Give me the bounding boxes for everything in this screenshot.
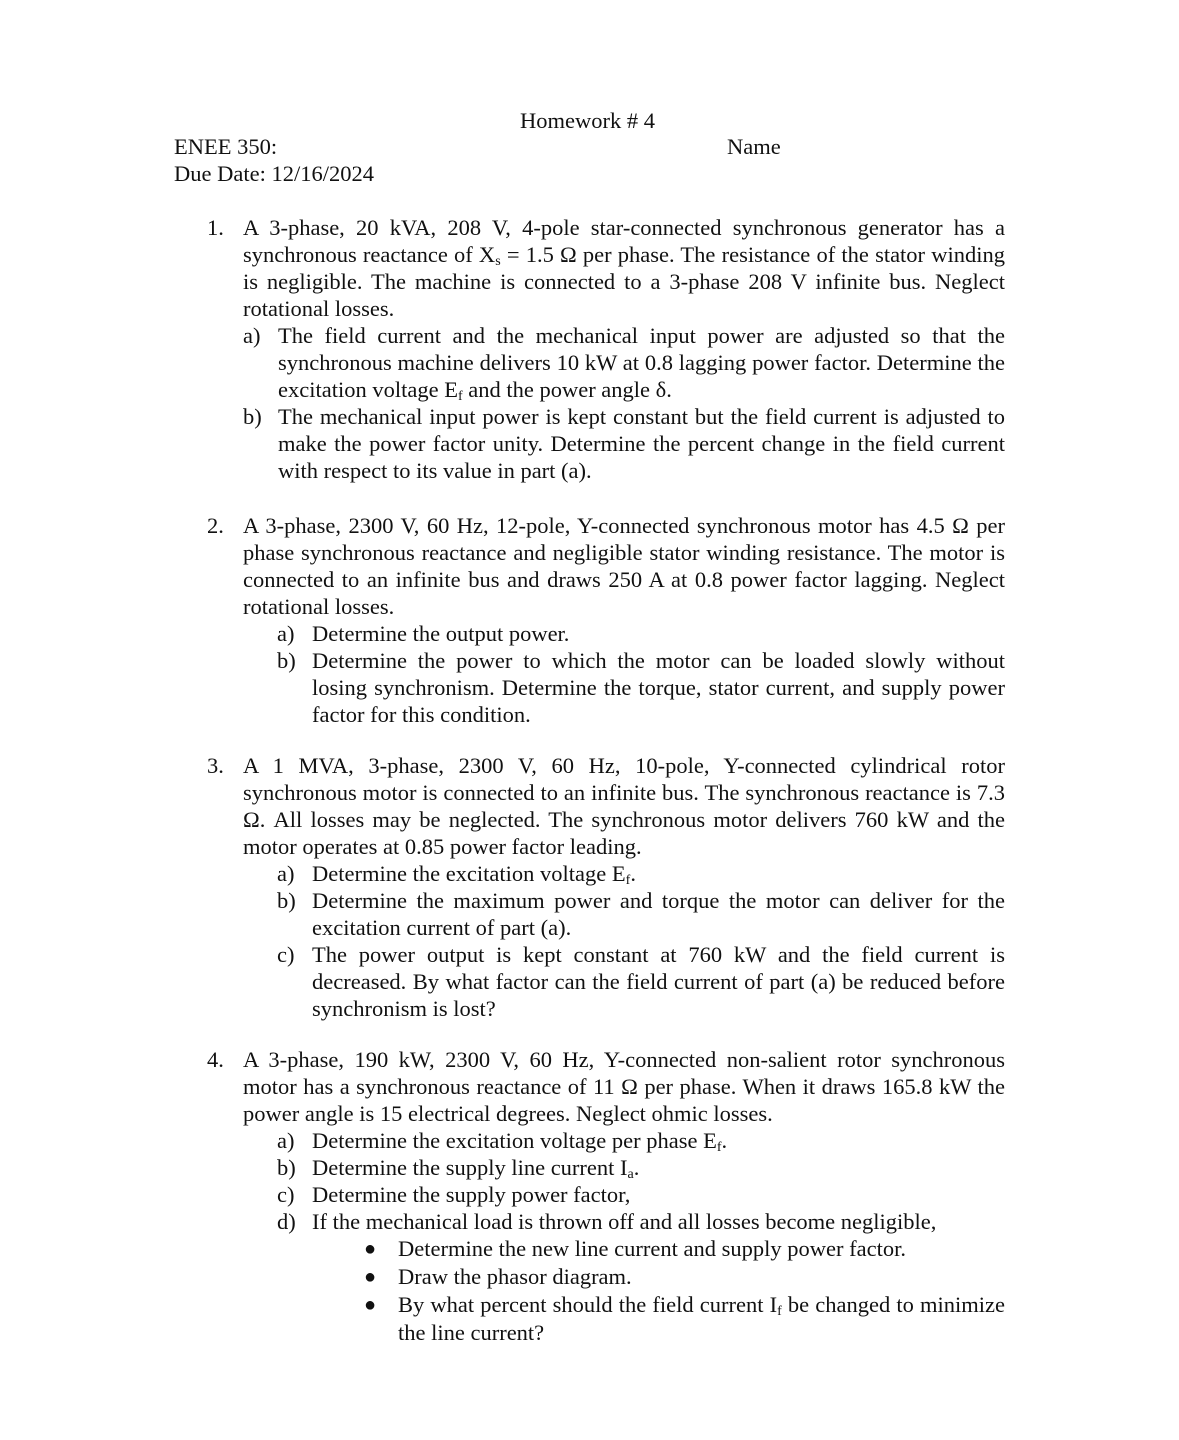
- part-item: b) The mechanical input power is kept constant but the field current is adjusted to make the power factor unity. Determine the percent change in the field current with respect to its value in part (a).: [243, 404, 1005, 483]
- problem-text: A 1 MVA, 3-phase, 2300 V, 60 Hz, 10-pole, Y-connected cylindrical rotor synchronous motor is connected to an infinite bus. The synchronous reactance is 7.3 Ω. All losses may be neglected. The synchronous motor delivers 760 kW and the motor operates at 0.85 power factor leading.: [243, 753, 1005, 859]
- part-item: d) If the mechanical load is thrown off and all losses become negligible,: [277, 1209, 937, 1234]
- part-label: c): [277, 1182, 295, 1207]
- part-item: b) Determine the power to which the motor can be loaded slowly without losing synchronism. Determine the torque, stator current, and supply power factor for this condition.: [277, 648, 1005, 727]
- part-item: c) Determine the supply power factor,: [277, 1182, 631, 1207]
- part-label: a): [277, 1128, 295, 1153]
- bullet-icon: ●: [364, 1238, 377, 1260]
- problem-parts: [277, 1127, 1005, 1235]
- part-item: a) Determine the excitation voltage $E_f$.: [277, 861, 636, 888]
- problem-number: 2.: [207, 513, 224, 538]
- problem-text: A 3-phase, 190 kW, 2300 V, 60 Hz, Y-connected non-salient rotor synchronous motor has a synchronous reactance of 11 Ω per phase. When it draws 165.8 kW the power angle is 15 electrical degrees. Neglect ohmic losses.: [243, 1047, 1005, 1126]
- problem-parts: [277, 620, 1005, 728]
- problem-parts: [243, 322, 1005, 484]
- problem-3: [207, 752, 1005, 1022]
- problem-number: 1.: [207, 215, 224, 240]
- problem-text: A 3-phase, 20 kVA, 208 V, 4-pole star-connected synchronous generator has a synchronous reactance of $X_s = 1.5$ Ω per phase. The resistance of the stator winding is negligible. The machine is connected to a 3-phase 208 V infinite bus. Neglect rotational losses.: [243, 215, 1005, 321]
- problem-2: [207, 512, 1005, 728]
- part-label: a): [277, 621, 295, 646]
- problem-parts: [277, 860, 1005, 1022]
- part-item: a) The field current and the mechanical input power are adjusted so that the synchronous machine delivers 10 kW at 0.8 lagging power factor. Determine the excitation voltage $E_f$ and the power angle δ.: [243, 323, 1005, 404]
- part-label: a): [277, 861, 295, 886]
- bullet-icon: ●: [364, 1266, 377, 1288]
- problem-number: 4.: [207, 1047, 224, 1072]
- bullet-item: ● By what percent should the field current $I_f$ be changed to minimize the line current?: [364, 1292, 1005, 1345]
- homework-title: Homework # 4: [520, 108, 655, 133]
- bullet-item: ● Draw the phasor diagram.: [364, 1264, 632, 1289]
- name-label: Name: [727, 134, 781, 159]
- bullet-icon: ●: [364, 1294, 377, 1316]
- problem-number: 3.: [207, 753, 224, 778]
- part-item: b) Determine the maximum power and torque the motor can deliver for the excitation current of part (a).: [277, 888, 1005, 940]
- part-label: b): [243, 404, 262, 429]
- part-item: a) Determine the output power.: [277, 621, 570, 646]
- part-label: b): [277, 888, 296, 913]
- part-label: d): [277, 1209, 296, 1234]
- problem-1: [207, 214, 1005, 484]
- due-date: Due Date: 12/16/2024: [174, 161, 374, 186]
- problem-4: [207, 1046, 1005, 1347]
- part-item: b) Determine the supply line current $I_a$.: [277, 1155, 640, 1182]
- part-item: c) The power output is kept constant at 760 kW and the field current is decreased. By what factor can the field current of part (a) be reduced before synchronism is lost?: [277, 942, 1005, 1021]
- part-label: b): [277, 1155, 296, 1180]
- part-label: a): [243, 323, 261, 348]
- bullet-item: ● Determine the new line current and supply power factor.: [364, 1236, 906, 1261]
- part-label: b): [277, 648, 296, 673]
- course-code: ENEE 350:: [174, 134, 278, 159]
- part-item: a) Determine the excitation voltage per phase $E_f$.: [277, 1128, 728, 1155]
- problem-text: A 3-phase, 2300 V, 60 Hz, 12-pole, Y-connected synchronous motor has 4.5 Ω per phase synchronous reactance and negligible stator winding resistance. The motor is connected to an infinite bus and draws 250 A at 0.8 power factor lagging. Neglect rotational losses.: [243, 513, 1005, 619]
- bullet-list: [364, 1235, 1005, 1347]
- part-label: c): [277, 942, 295, 967]
